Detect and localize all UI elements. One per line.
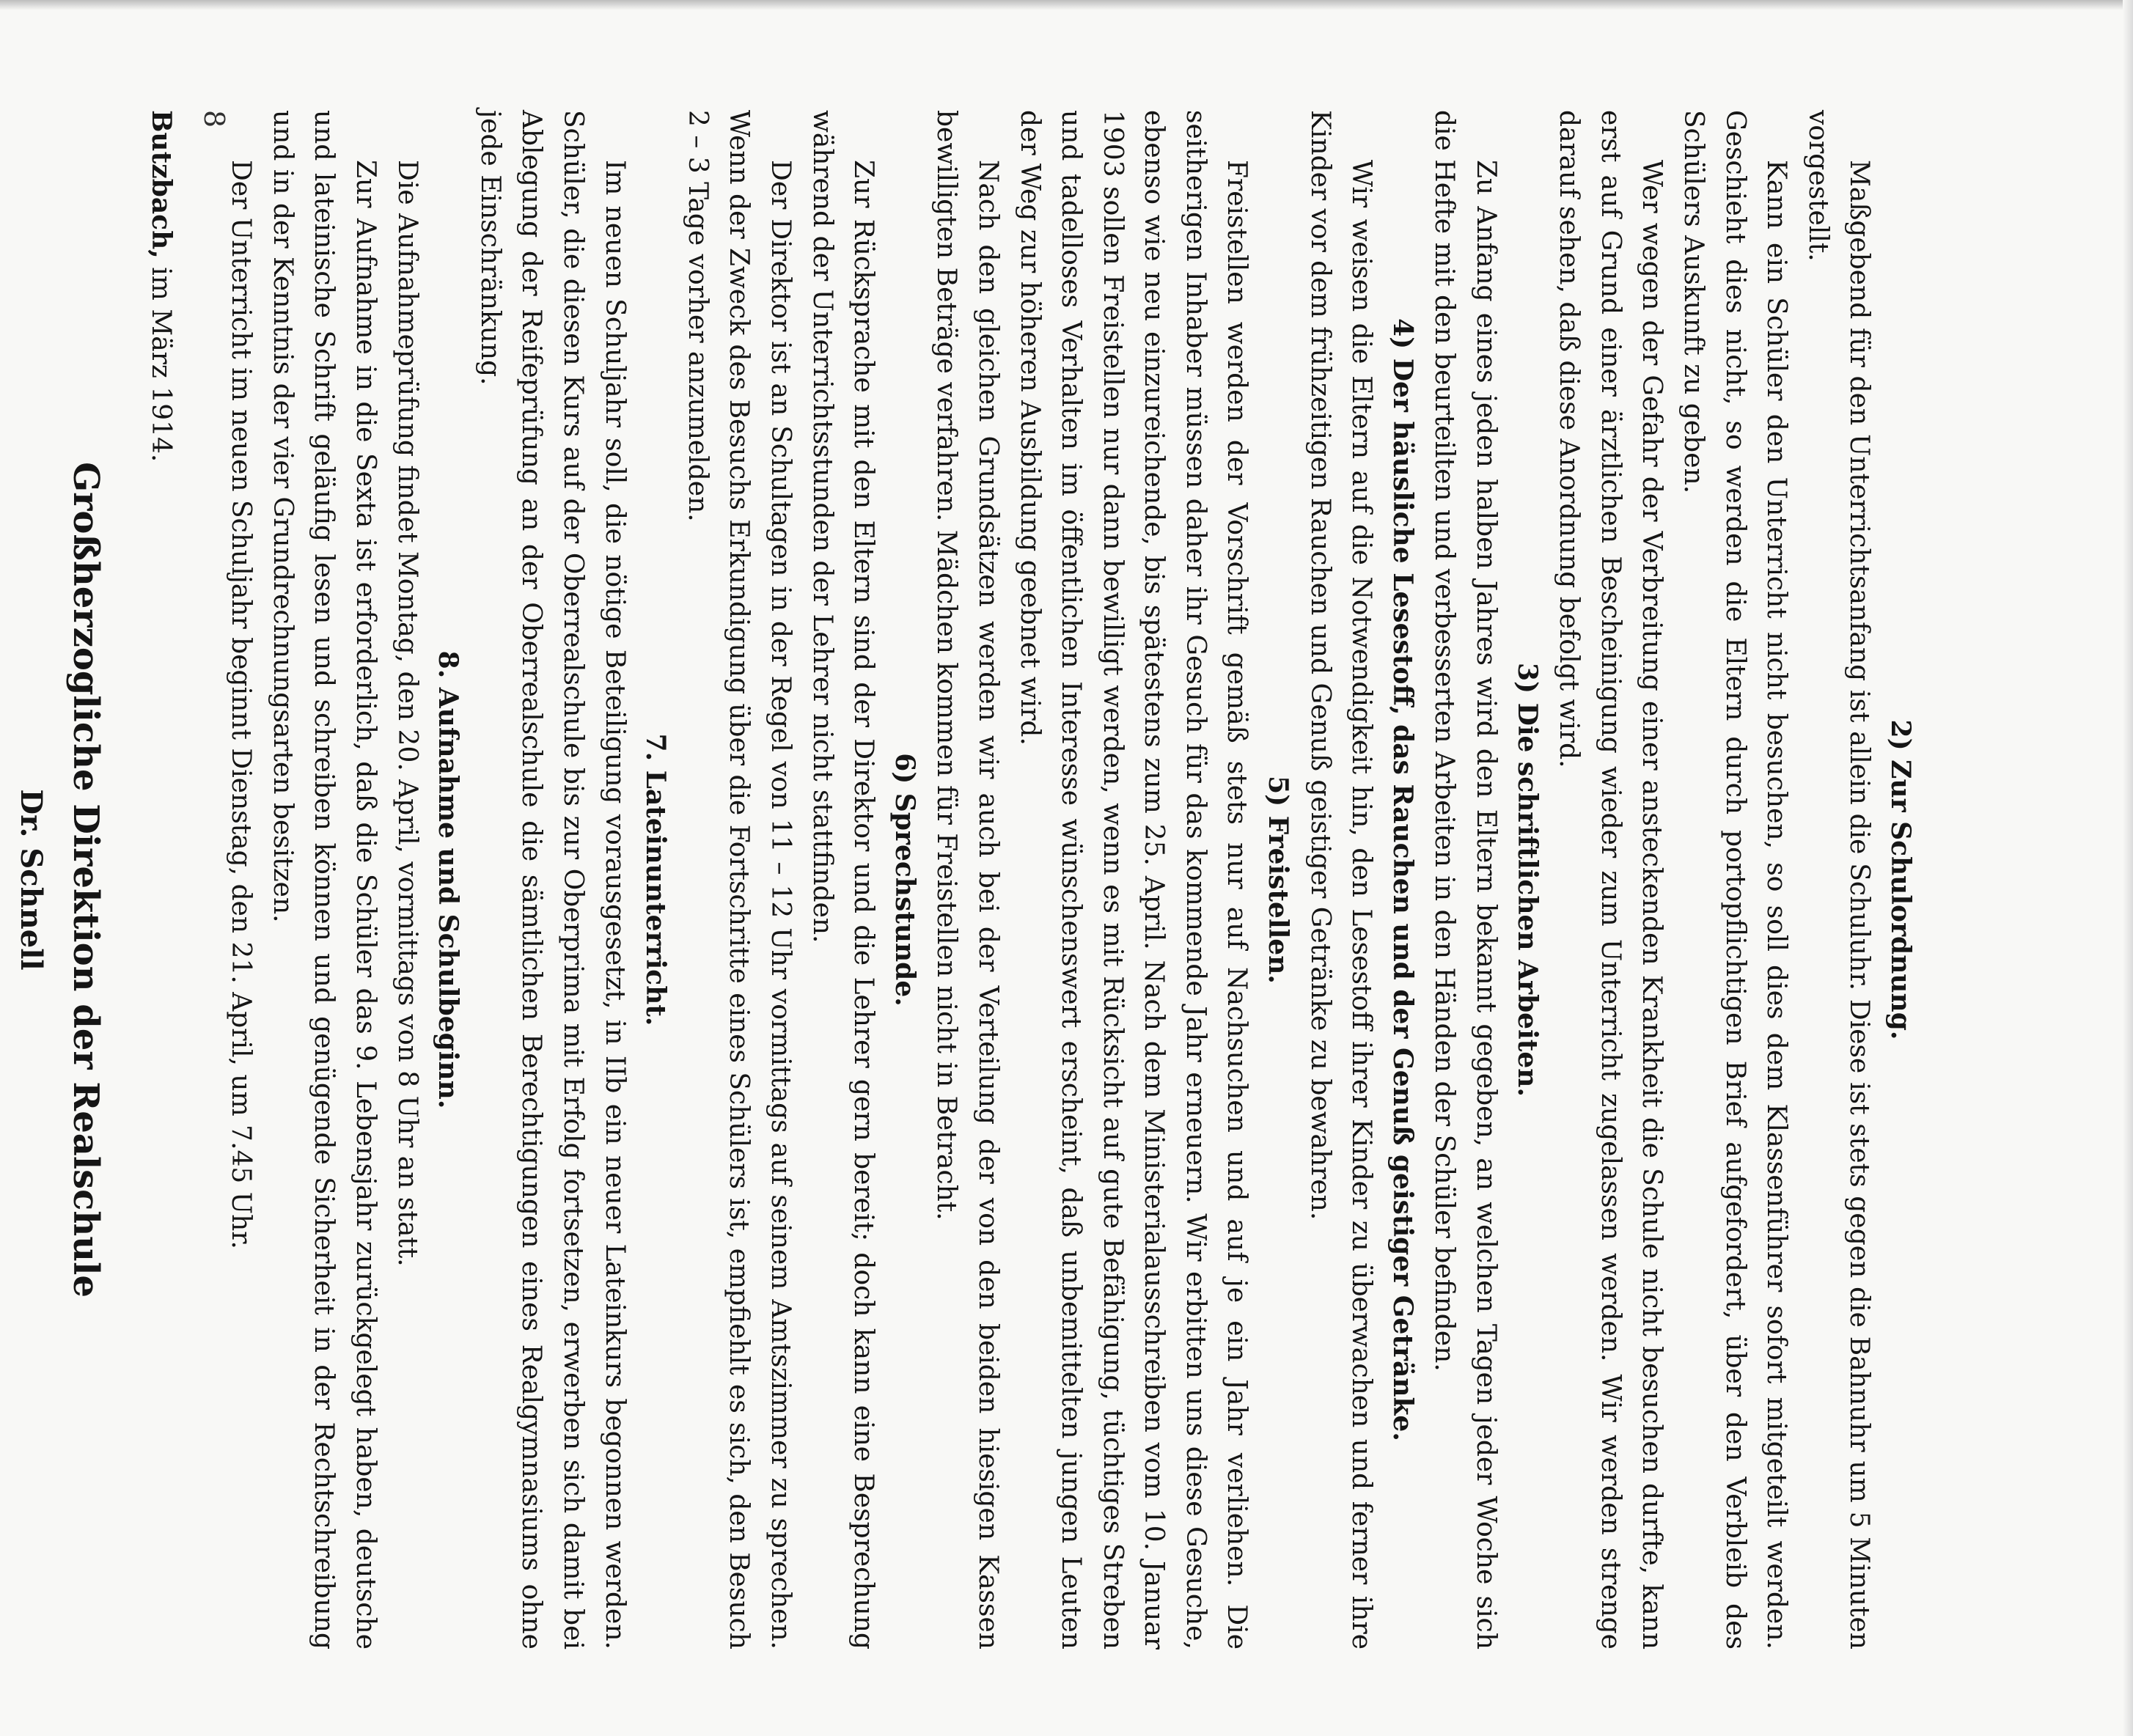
paragraph: Die Aufnahmeprüfung findet Montag, den 20. April, vormittags von 8 Uhr an statt.	[392, 160, 422, 1267]
paragraph: Kann ein Schüler den Unterricht nicht besuchen, so soll dies dem Klassenführer sofort mitgeteilt werden. Geschieht dies nicht, so werden die Eltern durch portopflichtigen Brief aufgefordert, über den Verbleib des Schülers Auskunft zu geben.	[1678, 110, 1792, 1649]
section-heading-schriftliche-arbeiten: 3) Die schriftlichen Arbeiten.	[1511, 662, 1543, 1097]
paragraph: Der Direktor ist an Schultagen in der Regel von 11 – 12 Uhr vormittags auf seinem Amtszimmer zu sprechen. Wenn der Zweck des Besuchs Erkundigung über die Fortschritte eines Schülers ist, empfiehlt es sich, den Besuch 2 – 3 Tage vorher anzumelden.	[682, 110, 796, 1649]
section-heading-lateinunterricht: 7. Lateinunterricht.	[640, 733, 672, 1026]
section-heading-schulordnung: 2) Zur Schulordnung.	[1885, 719, 1916, 1040]
paragraph: Zur Aufnahme in die Sexta ist erforderlich, daß die Schüler das 9. Lebensjahr zurückgelegt haben, deutsche und lateinische Schrift geläufig lesen und schreiben können und genügende Sicherheit in der Rechtschreibung und in der Kenntnis der vier Grundrechnungsarten besitzen.	[267, 110, 381, 1649]
paragraph: Im neuen Schuljahr soll, die nötige Beteiligung vorausgesetzt, in IIb ein neuer Lateinkurs begonnen werden. Schüler, die diesen Kurs auf der Oberrealschule bis zur Oberprima mit Erfolg fortsetzen, erwerben sich damit bei Ablegung der Reifeprüfung an der Oberrealschule die sämtlichen Berechtigungen eines Realgymnasiums ohne jede Einschränkung.	[474, 110, 630, 1649]
section-heading-sprechstunde: 6) Sprechstunde.	[889, 753, 920, 1007]
scan-top-shadow	[0, 0, 2133, 10]
issuing-authority: Großherzogliche Direktion der Realschule	[65, 462, 107, 1298]
scan-right-edge	[2123, 0, 2133, 1736]
section-heading-freistellen: 5) Freistellen.	[1263, 776, 1294, 984]
place-name: Butzbach,	[145, 110, 177, 259]
paragraph: Wer wegen der Gefahr der Verbreitung einer ansteckenden Krankheit die Schule nicht besuchen durfte, kann erst auf Grund einer ärztlichen Bescheinigung wieder zum Unterricht zugelassen werden. Wir werden strenge darauf sehen, daß diese Anordnung befolgt wird.	[1554, 110, 1667, 1649]
paragraph: Maßgebend für den Unterrichtsanfang ist allein die Schuluhr. Diese ist stets gegen die Bahnuhr um 5 Minuten vorgestellt.	[1802, 110, 1875, 1649]
signature: Dr. Schnell	[14, 789, 49, 971]
paragraph: Freistellen werden der Vorschrift gemäß stets nur auf Nachsuchen und auf je ein Jahr verliehen. Die seitherigen Inhaber müssen daher ihr Gesuch für das kommende Jahr erneuern. Wir erbitten uns diese Gesuche, ebenso wie neu einzureichende, bis spätestens zum 25. April. Nach dem Ministerialausschreiben vom 10. Januar 1903 sollen Freistellen nur dann bewilligt werden, wenn es mit Rücksicht auf gute Befähigung, tüchtiges Streben und tadelloses Verhalten im öffentlichen Interesse wünschenswert erscheint, daß unbemittelten jungen Leuten der Weg zur höheren Ausbildung geebnet wird.	[1014, 110, 1252, 1649]
date-text: im März 1914.	[145, 258, 176, 463]
paragraph: Wir weisen die Eltern auf die Notwendigkeit hin, den Lesestoff ihrer Kinder zu überwachen und ferner ihre Kinder vor dem frühzeitigen Rauchen und Genuß geistiger Getränke zu bewahren.	[1304, 110, 1377, 1649]
place-and-date	[139, 110, 182, 1649]
paragraph: Zur Rücksprache mit den Eltern sind der Direktor und die Lehrer gern bereit; doch kann eine Besprechung während der Unterrichtsstunden der Lehrer nicht stattfinden.	[807, 110, 879, 1649]
paragraph: Der Unterricht im neuen Schuljahr beginnt Dienstag, den 21. April, um 7.45 Uhr.	[226, 160, 257, 1250]
section-heading-lesestoff: 4) Der häusliche Lesestoff, das Rauchen und der Genuß geistiger Getränke.	[1387, 318, 1418, 1441]
paragraph: Zu Anfang eines jeden halben Jahres wird den Eltern bekannt gegeben, an welchen Tagen jeder Woche sich die Hefte mit den beurteilten und verbesserten Arbeiten in den Händen der Schüler befinden.	[1429, 110, 1502, 1649]
rotated-text-block	[14, 110, 1921, 1649]
page-number: 8	[198, 110, 230, 128]
paragraph: Nach den gleichen Grundsätzen werden wir auch bei der Verteilung der von den beiden hiesigen Kassen bewilligten Beträge verfahren. Mädchen kommen für Freistellen nicht in Betracht.	[931, 110, 1003, 1649]
section-heading-aufnahme: 8. Aufnahme und Schulbeginn.	[433, 650, 464, 1109]
